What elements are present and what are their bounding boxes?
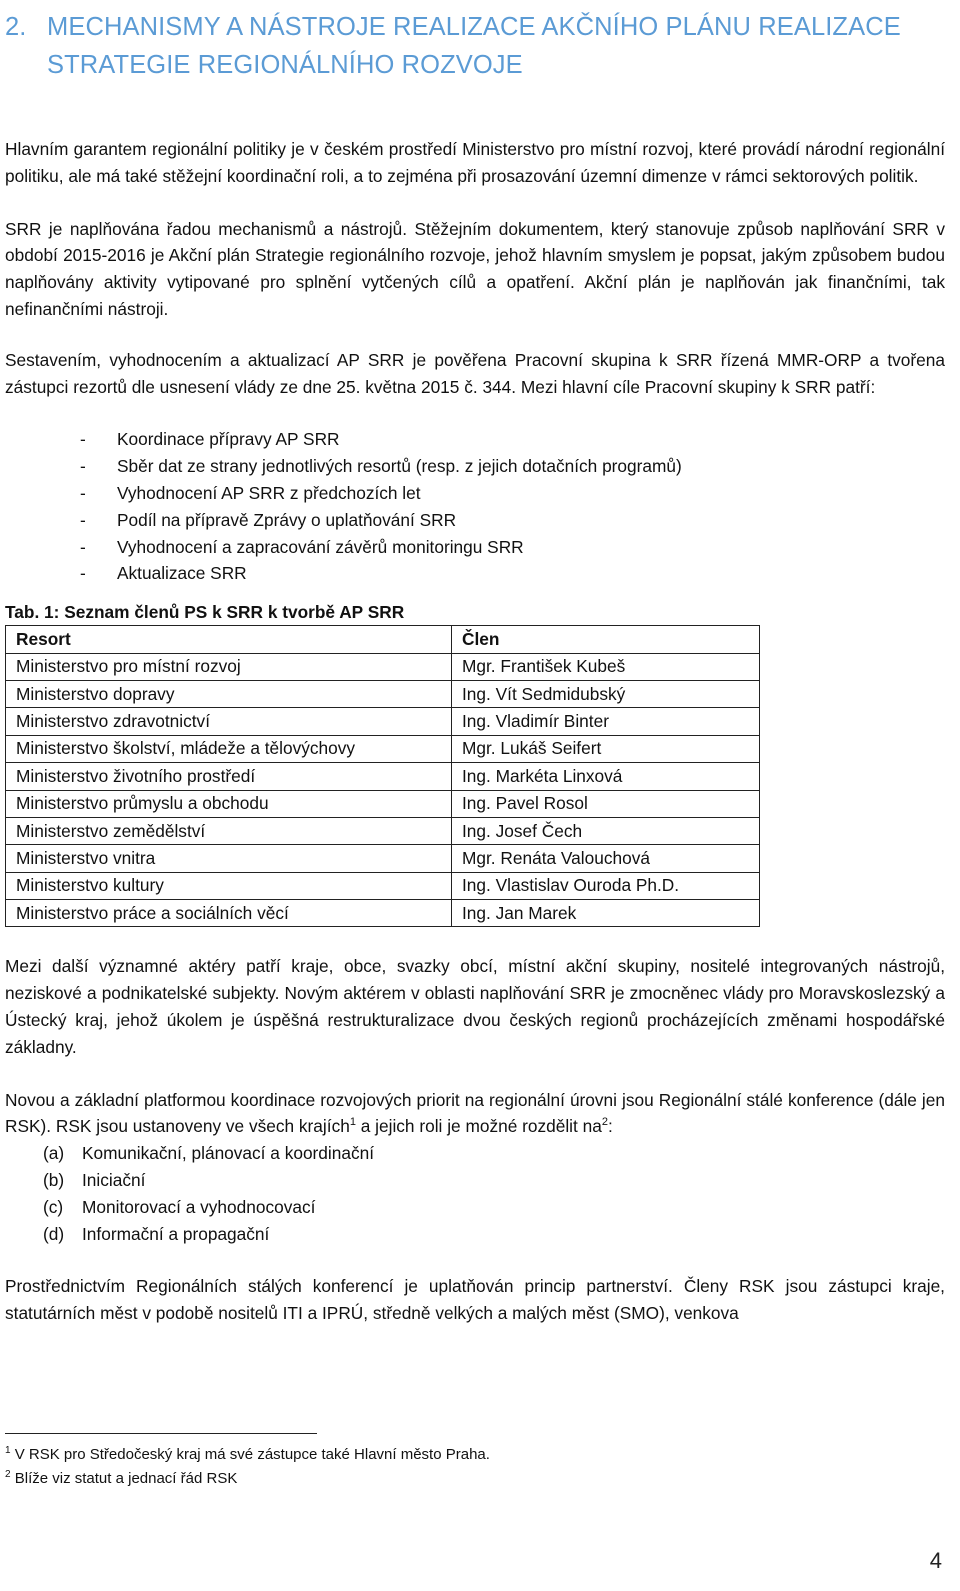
- paragraph-garant: Hlavním garantem regionální politiky je v českém prostředí Ministerstvo pro místní rozvoj, které provádí národní regionální politiku, ale má také stěžejní koordinační roli, a to zejména při prosazování územní dimenze v rámci sektorových politik.: [5, 139, 945, 186]
- footnote-2: [5, 1467, 490, 1491]
- footnotes: [5, 1443, 490, 1491]
- list-marker: (c): [43, 1196, 64, 1217]
- resort-cell: Ministerstvo školství, mládeže a tělovýchovy: [6, 735, 452, 762]
- list-item: [5, 1221, 945, 1248]
- list-marker: (a): [43, 1143, 65, 1164]
- footnote-number: 2: [5, 1469, 11, 1480]
- paragraph-actors: Mezi další významné aktéry patří kraje, obce, svazky obcí, místní akční skupiny, nositelé integrovaných nástrojů, neziskové a podnikatelské subjekty. Novým aktérem v oblasti naplňování SRR je zmocněnec vlády pro Moravskoslezský a Ústecký kraj, jehož úkolem je úspěšná restrukturalizace dvou českých regionů procházejících změnami hospodářské základny.: [5, 956, 945, 1057]
- resort-cell: Ministerstvo pro místní rozvoj: [6, 653, 452, 680]
- members-table: [5, 625, 760, 927]
- rsk-text-a: Novou a základní platformou koordinace rozvojových priorit na regionální úrovni jsou Regionální stálé konference (dále jen RSK). RSK jsou ustanoveny ve všech krajích: [5, 1089, 945, 1137]
- member-cell: Ing. Vít Sedmidubský: [452, 680, 760, 707]
- rsk-text-b: a jejich roli je možné rozdělit na: [355, 1116, 602, 1137]
- column-header-resort: Resort: [6, 626, 452, 653]
- list-item: - Vyhodnocení a zapracování závěrů monitoringu SRR: [5, 534, 945, 561]
- member-cell: Ing. Vladimír Binter: [452, 708, 760, 735]
- member-cell: Mgr. Lukáš Seifert: [452, 735, 760, 762]
- footnote-number: 1: [5, 1445, 11, 1456]
- list-item-text: Komunikační, plánovací a koordinační: [82, 1143, 375, 1164]
- list-item: - Aktualizace SRR: [5, 560, 945, 587]
- table-row: [6, 790, 760, 817]
- member-cell: Ing. Josef Čech: [452, 817, 760, 844]
- goals-list: [5, 426, 945, 587]
- table-row: [6, 735, 760, 762]
- paragraph-rsk: [5, 1087, 945, 1141]
- table-row: [6, 763, 760, 790]
- table-row: [6, 708, 760, 735]
- footnote-1: [5, 1443, 490, 1467]
- resort-cell: Ministerstvo dopravy: [6, 680, 452, 707]
- list-item: - Koordinace přípravy AP SRR: [5, 426, 945, 453]
- footnote-text: V RSK pro Středočeský kraj má své zástupce také Hlavní město Praha.: [10, 1446, 490, 1463]
- footnote-ref-2[interactable]: 2: [601, 1116, 608, 1129]
- resort-cell: Ministerstvo práce a sociálních věcí: [6, 900, 452, 927]
- resort-cell: Ministerstvo vnitra: [6, 845, 452, 872]
- section-number: 2.: [5, 13, 27, 41]
- resort-cell: Ministerstvo zdravotnictví: [6, 708, 452, 735]
- paragraph-working-group: Sestavením, vyhodnocením a aktualizací AP SRR je pověřena Pracovní skupina k SRR řízená MMR-ORP a tvořena zástupci rezortů dle usnesení vlády ze dne 25. května 2015 č. 344. Mezi hlavní cíle Pracovní skupiny k SRR patří:: [5, 349, 945, 397]
- table-row: [6, 845, 760, 872]
- list-marker: (b): [43, 1170, 65, 1191]
- table-row: [6, 872, 760, 899]
- resort-cell: Ministerstvo průmyslu a obchodu: [6, 790, 452, 817]
- table-row: [6, 680, 760, 707]
- member-cell: Ing. Jan Marek: [452, 900, 760, 927]
- list-item: - Podíl na přípravě Zprávy o uplatňování SRR: [5, 507, 945, 534]
- section-title: MECHANISMY A NÁSTROJE REALIZACE AKČNÍHO PLÁNU REALIZACE STRATEGIE REGIONÁLNÍHO ROZVOJE: [47, 13, 901, 79]
- resort-cell: Ministerstvo životního prostředí: [6, 763, 452, 790]
- member-cell: Ing. Vlastislav Ouroda Ph.D.: [452, 872, 760, 899]
- resort-cell: Ministerstvo kultury: [6, 872, 452, 899]
- footnote-divider: [5, 1433, 317, 1434]
- table-row: [6, 900, 760, 927]
- document-page: [5, 0, 945, 1327]
- list-item-text: Monitorovací a vyhodnocovací: [82, 1196, 316, 1217]
- table-header-row: [6, 626, 760, 653]
- list-item: - Vyhodnocení AP SRR z předchozích let: [5, 480, 945, 507]
- page-number: 4: [929, 1548, 942, 1573]
- member-cell: Mgr. František Kubeš: [452, 653, 760, 680]
- paragraph-partnership: Prostřednictvím Regionálních stálých konferencí je uplatňován princip partnerství. Členy RSK jsou zástupci kraje, statutárních měst v podobě nositelů ITI a IPRÚ, středně velkých a malých měst (SMO), venkova: [5, 1276, 945, 1324]
- list-item-text: Informační a propagační: [82, 1223, 270, 1244]
- list-item: [5, 1194, 945, 1221]
- member-cell: Ing. Pavel Rosol: [452, 790, 760, 817]
- list-item: [5, 1140, 945, 1167]
- list-item: - Sběr dat ze strany jednotlivých resortů (resp. z jejich dotačních programů): [5, 453, 945, 480]
- rsk-text-c: :: [607, 1116, 613, 1137]
- column-header-member: Člen: [452, 626, 760, 653]
- section-heading: [5, 8, 945, 84]
- table-row: [6, 817, 760, 844]
- member-cell: Ing. Markéta Linxová: [452, 763, 760, 790]
- roles-list: [5, 1140, 945, 1247]
- footnote-text: Blíže viz statut a jednací řád RSK: [10, 1470, 238, 1487]
- table-caption: Tab. 1: Seznam členů PS k SRR k tvorbě AP SRR: [5, 602, 405, 623]
- list-item: [5, 1167, 945, 1194]
- table-row: [6, 653, 760, 680]
- list-marker: (d): [43, 1223, 65, 1244]
- list-item-text: Iniciační: [82, 1170, 146, 1191]
- member-cell: Mgr. Renáta Valouchová: [452, 845, 760, 872]
- paragraph-mechanisms: SRR je naplňována řadou mechanismů a nástrojů. Stěžejním dokumentem, který stanovuje způsob naplňování SRR v období 2015-2016 je Akční plán Strategie regionálního rozvoje, jehož hlavním smyslem je popsat, jakým způsobem budou naplňovány aktivity vytipované pro splnění vytčených cílů a opatření. Akční plán je naplňován jak finančními, tak nefinančními nástroji.: [5, 218, 945, 319]
- footnote-ref-1[interactable]: 1: [349, 1116, 356, 1129]
- resort-cell: Ministerstvo zemědělství: [6, 817, 452, 844]
